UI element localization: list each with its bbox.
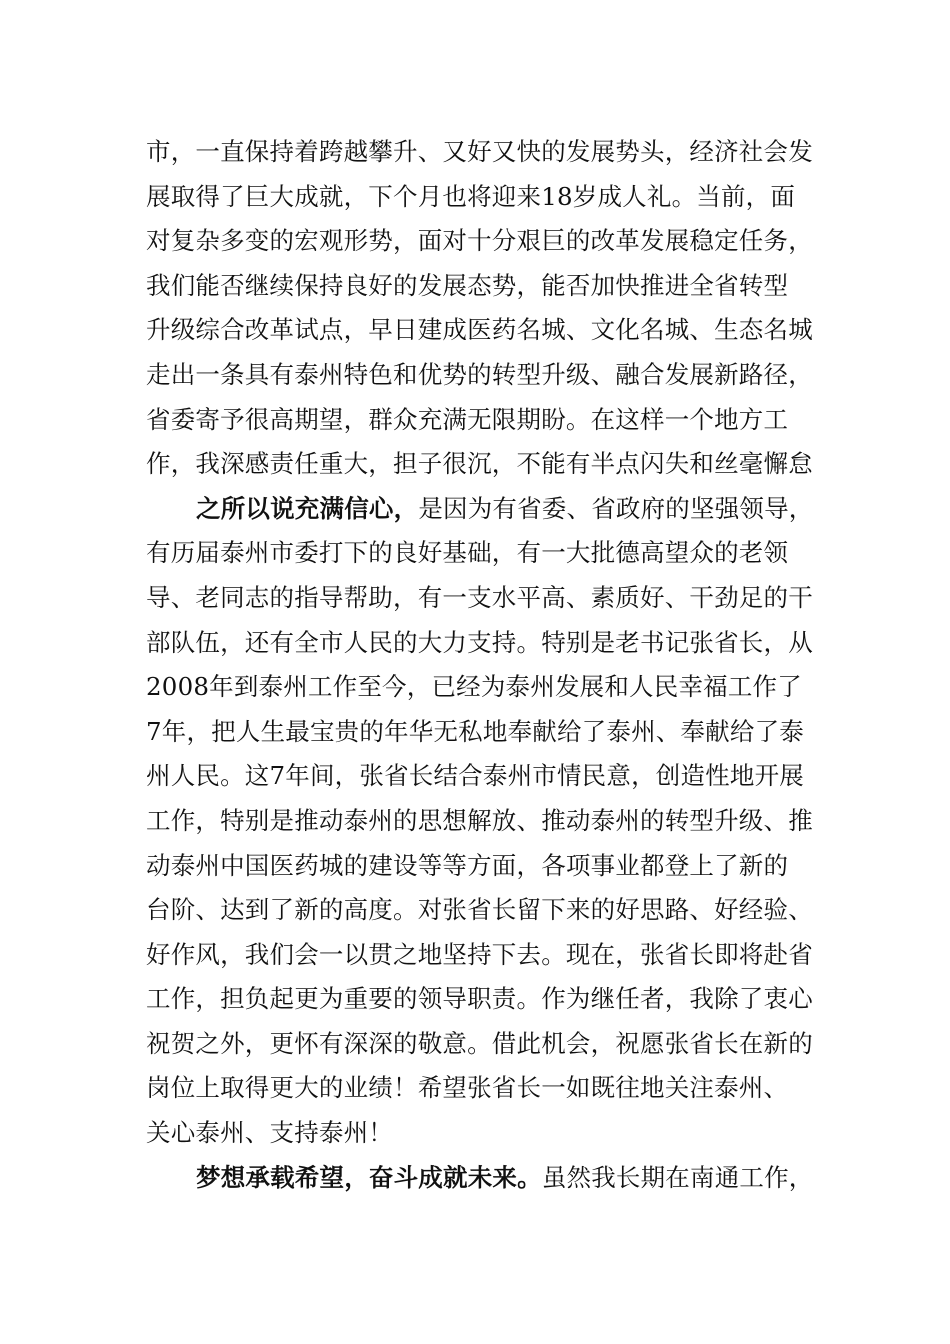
text-line: 对复杂多变的宏观形势，面对十分艰巨的改革发展稳定任务， bbox=[146, 226, 813, 256]
text-line: 升级综合改革试点，早日建成医药名城、文化名城、生态名城 bbox=[146, 315, 813, 345]
paragraph-2 bbox=[146, 487, 814, 1156]
document-body bbox=[146, 130, 814, 1200]
text-line: 作，我深感责任重大，担子很沉，不能有半点闪失和丝毫懈怠 bbox=[146, 449, 813, 479]
paragraph-first-rest: 是因为有省委、省政府的坚强领导， bbox=[418, 493, 814, 523]
text-line: 工作，担负起更为重要的领导职责。作为继任者，我除了衷心 bbox=[146, 984, 813, 1014]
text-line: 有历届泰州市委打下的良好基础，有一大批德高望众的老领 bbox=[146, 538, 789, 568]
paragraph-first-rest: 虽然我长期在南通工作， bbox=[541, 1162, 814, 1192]
text-line: 展取得了巨大成就，下个月也将迎来18岁成人礼。当前，面 bbox=[146, 181, 796, 211]
text-line: 走出一条具有泰州特色和优势的转型升级、融合发展新路径， bbox=[146, 359, 813, 389]
paragraph-first-line bbox=[146, 487, 814, 532]
text-line: 市，一直保持着跨越攀升、又好又快的发展势头，经济社会发 bbox=[146, 137, 813, 166]
paragraph-3 bbox=[146, 1156, 814, 1201]
text-line: 台阶、达到了新的高度。对张省长留下来的好思路、好经验、 bbox=[146, 895, 813, 925]
text-line: 关心泰州、支持泰州！ bbox=[146, 1118, 393, 1148]
paragraph-lead: 之所以说充满信心， bbox=[196, 493, 419, 523]
text-line: 工作，特别是推动泰州的思想解放、推动泰州的转型升级、推 bbox=[146, 805, 813, 835]
text-line: 岗位上取得更大的业绩！希望张省长一如既往地关注泰州、 bbox=[146, 1073, 789, 1103]
text-line: 省委寄予很高期望，群众充满无限期盼。在这样一个地方工 bbox=[146, 404, 789, 434]
text-line: 部队伍，还有全市人民的大力支持。特别是老书记张省长，从 bbox=[146, 627, 813, 657]
text-line: 动泰州中国医药城的建设等等方面，各项事业都登上了新的 bbox=[146, 850, 789, 880]
text-line: 州人民。这7年间，张省长结合泰州市情民意，创造性地开展 bbox=[146, 761, 804, 791]
text-line: 我们能否继续保持良好的发展态势，能否加快推进全省转型 bbox=[146, 270, 789, 300]
text-line: 祝贺之外，更怀有深深的敬意。借此机会，祝愿张省长在新的 bbox=[146, 1028, 813, 1058]
paragraph-1 bbox=[146, 130, 813, 487]
text-line: 2008年到泰州工作至今，已经为泰州发展和人民幸福工作了 bbox=[146, 672, 802, 702]
text-line: 好作风，我们会一以贯之地坚持下去。现在，张省长即将赴省 bbox=[146, 939, 813, 969]
text-line: 导、老同志的指导帮助，有一支水平高、素质好、干劲足的干 bbox=[146, 582, 813, 612]
paragraph-lead: 梦想承载希望，奋斗成就未来。 bbox=[196, 1162, 542, 1192]
paragraph-first-line bbox=[146, 1156, 814, 1201]
text-line: 7年，把人生最宝贵的年华无私地奉献给了泰州、奉献给了泰 bbox=[146, 716, 804, 746]
